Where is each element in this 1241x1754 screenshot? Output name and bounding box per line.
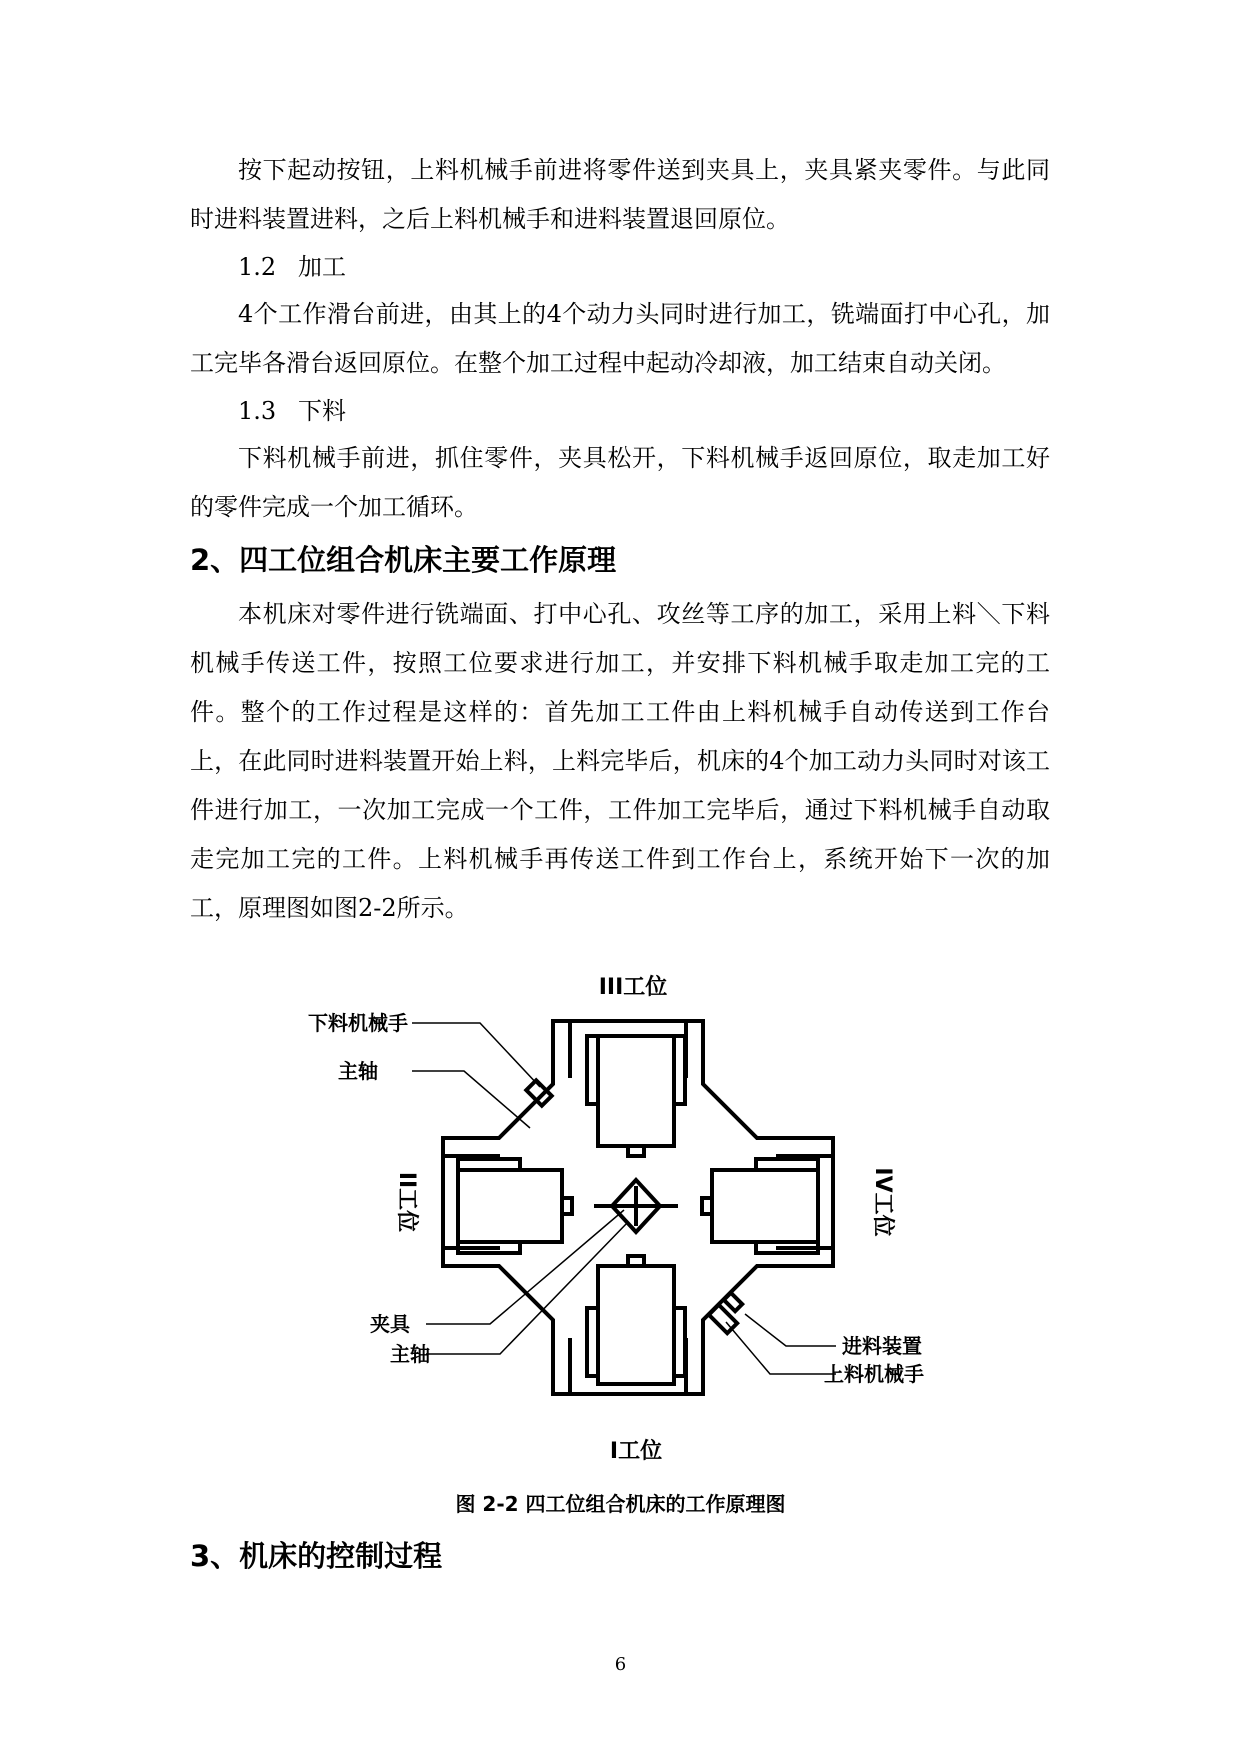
paragraph-working-principle: 本机床对零件进行铣端面、打中心孔、攻丝等工序的加工，采用上料＼下料机械手传送工件，按照工位要求进行加工，并安排下料机械手取走加工完的工件。整个的工作过程是这样的：首先加工工件由上料机械手自动传送到工作台上，在此同时进料装置开始上料，上料完毕后，机床的4个加工动力头同时对该工件进行加工，一次加工完成一个工件，工件加工完毕后，通过下料机械手自动取走完加工完的工件。上料机械手再传送工件到工作台上，系统开始下一次的加工，原理图如图2-2所示。 [190,600,1050,922]
label-station-III: III工位 [598,975,668,1000]
label-spindle-bottom: 主轴 [390,1342,430,1366]
heading-section-3: 3、机床的控制过程 [190,1539,443,1573]
label-station-IV: IV工位 [870,1167,895,1237]
unloading-manipulator-mark [526,1080,551,1105]
label-spindle-top: 主轴 [338,1059,378,1083]
label-feeding-device: 进料装置 [842,1334,922,1358]
station-III-power-head [598,1036,674,1146]
station-II-power-head [458,1170,562,1242]
section-1-3-number: 1.3 [238,397,277,425]
section-1-2-title: 加工 [298,253,346,281]
section-1-2-number: 1.2 [238,253,277,281]
station-I-power-head [598,1266,674,1384]
label-fixture: 夹具 [370,1312,410,1336]
section-1-3-title: 下料 [298,397,346,425]
section-1-3-heading [238,396,346,426]
label-station-I: I工位 [609,1439,663,1464]
section-1-2-heading [238,252,346,282]
paragraph-loading: 按下起动按钮，上料机械手前进将零件送到夹具上，夹具紧夹零件。与此同时进料装置进料，之后上料机械手和进料装置退回原位。 [190,156,1050,233]
paragraph-unloading: 下料机械手前进，抓住零件，夹具松开，下料机械手返回原位，取走加工好的零件完成一个加工循环。 [190,444,1050,521]
paragraph-processing: 4个工作滑台前进，由其上的4个动力头同时进行加工，铣端面打中心孔，加工完毕各滑台返回原位。在整个加工过程中起动冷却液，加工结束自动关闭。 [190,300,1050,377]
label-loading-manipulator: 上料机械手 [824,1362,924,1386]
heading-section-2: 2、四工位组合机床主要工作原理 [190,543,617,577]
station-IV-power-head [712,1170,818,1242]
label-station-II: II工位 [394,1171,419,1233]
label-unloading-manipulator: 下料机械手 [308,1011,408,1035]
four-station-diagram [0,950,1241,1510]
page-number: 6 [614,1654,627,1675]
figure-caption: 图 2-2 四工位组合机床的工作原理图 [455,1492,786,1516]
